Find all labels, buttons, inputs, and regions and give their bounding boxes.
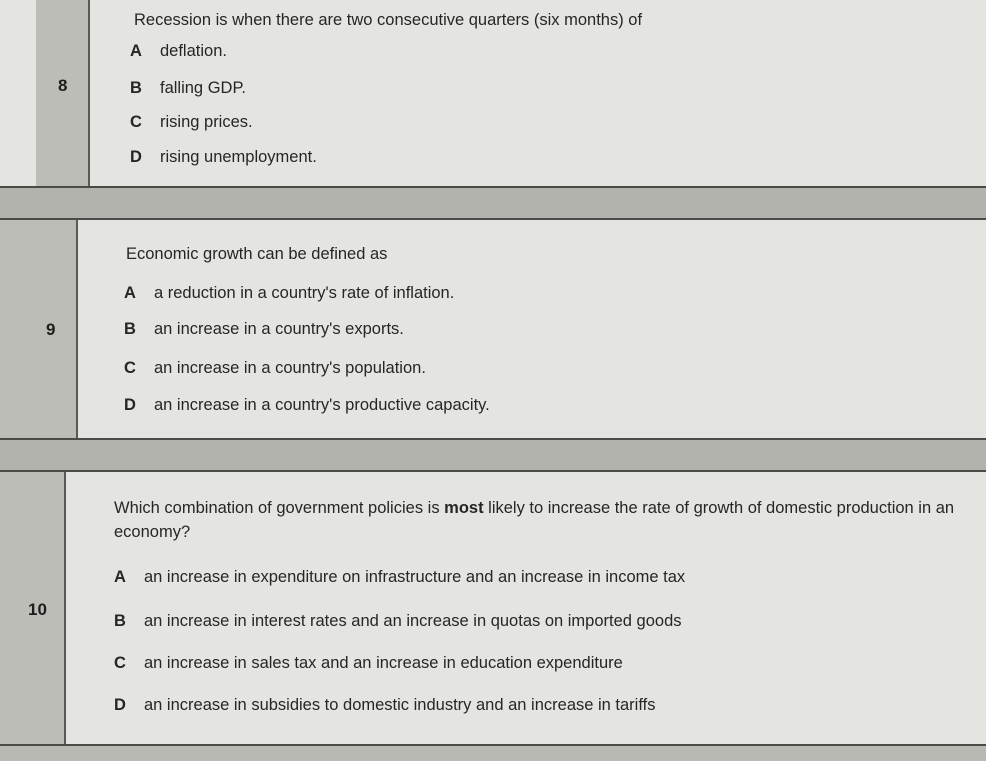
option-letter: C	[124, 359, 136, 377]
question-9-box	[0, 218, 986, 440]
option-b	[124, 320, 404, 339]
stem-text: Which combination of government policies is	[114, 499, 445, 517]
option-letter: C	[114, 654, 126, 672]
option-text: falling GDP.	[160, 79, 246, 97]
option-text: an increase in a country's exports.	[154, 320, 404, 338]
option-text: rising prices.	[160, 113, 253, 131]
option-letter: C	[130, 113, 142, 131]
option-text: a reduction in a country's rate of inflation.	[154, 284, 455, 302]
option-c	[124, 359, 426, 378]
option-text: rising unemployment.	[160, 148, 317, 166]
option-text: an increase in expenditure on infrastructure and an increase in income tax	[144, 568, 686, 586]
option-d	[124, 396, 490, 415]
stem-text: likely to increase the rate of growth of domestic production in an economy?	[114, 499, 955, 541]
question-number: 9	[46, 320, 56, 339]
option-letter: A	[114, 568, 126, 586]
option-d	[130, 148, 317, 167]
option-c	[114, 654, 623, 673]
option-text: deflation.	[160, 42, 227, 60]
option-letter: B	[114, 612, 126, 630]
question-number: 10	[28, 600, 47, 619]
option-letter: D	[124, 396, 136, 414]
option-b	[130, 79, 246, 98]
question-stem: Recession is when there are two consecutive quarters (six months) of	[134, 11, 643, 29]
option-text: an increase in interest rates and an increase in quotas on imported goods	[144, 612, 682, 630]
question-stem: Economic growth can be defined as	[126, 245, 388, 263]
option-text: an increase in subsidies to domestic industry and an increase in tariffs	[144, 696, 656, 714]
option-letter: D	[114, 696, 126, 714]
option-c	[130, 113, 253, 132]
option-a	[114, 568, 685, 587]
option-d	[114, 696, 655, 715]
option-letter: B	[124, 320, 136, 338]
option-text: an increase in sales tax and an increase in education expenditure	[144, 654, 623, 672]
question-number-column	[0, 220, 78, 438]
option-text: an increase in a country's productive capacity.	[154, 396, 490, 414]
option-letter: A	[124, 284, 136, 302]
option-a	[124, 284, 454, 303]
option-b	[114, 612, 682, 631]
option-text: an increase in a country's population.	[154, 359, 426, 377]
option-letter: B	[130, 79, 142, 97]
page-gap	[0, 440, 986, 470]
question-10-box	[0, 470, 986, 746]
question-8-box	[0, 0, 986, 188]
question-stem	[114, 496, 964, 544]
option-a	[130, 42, 227, 61]
page-gap	[0, 188, 986, 218]
option-letter: D	[130, 148, 142, 166]
option-letter: A	[130, 42, 142, 60]
stem-emphasis: most	[444, 499, 484, 517]
question-number: 8	[58, 76, 68, 95]
